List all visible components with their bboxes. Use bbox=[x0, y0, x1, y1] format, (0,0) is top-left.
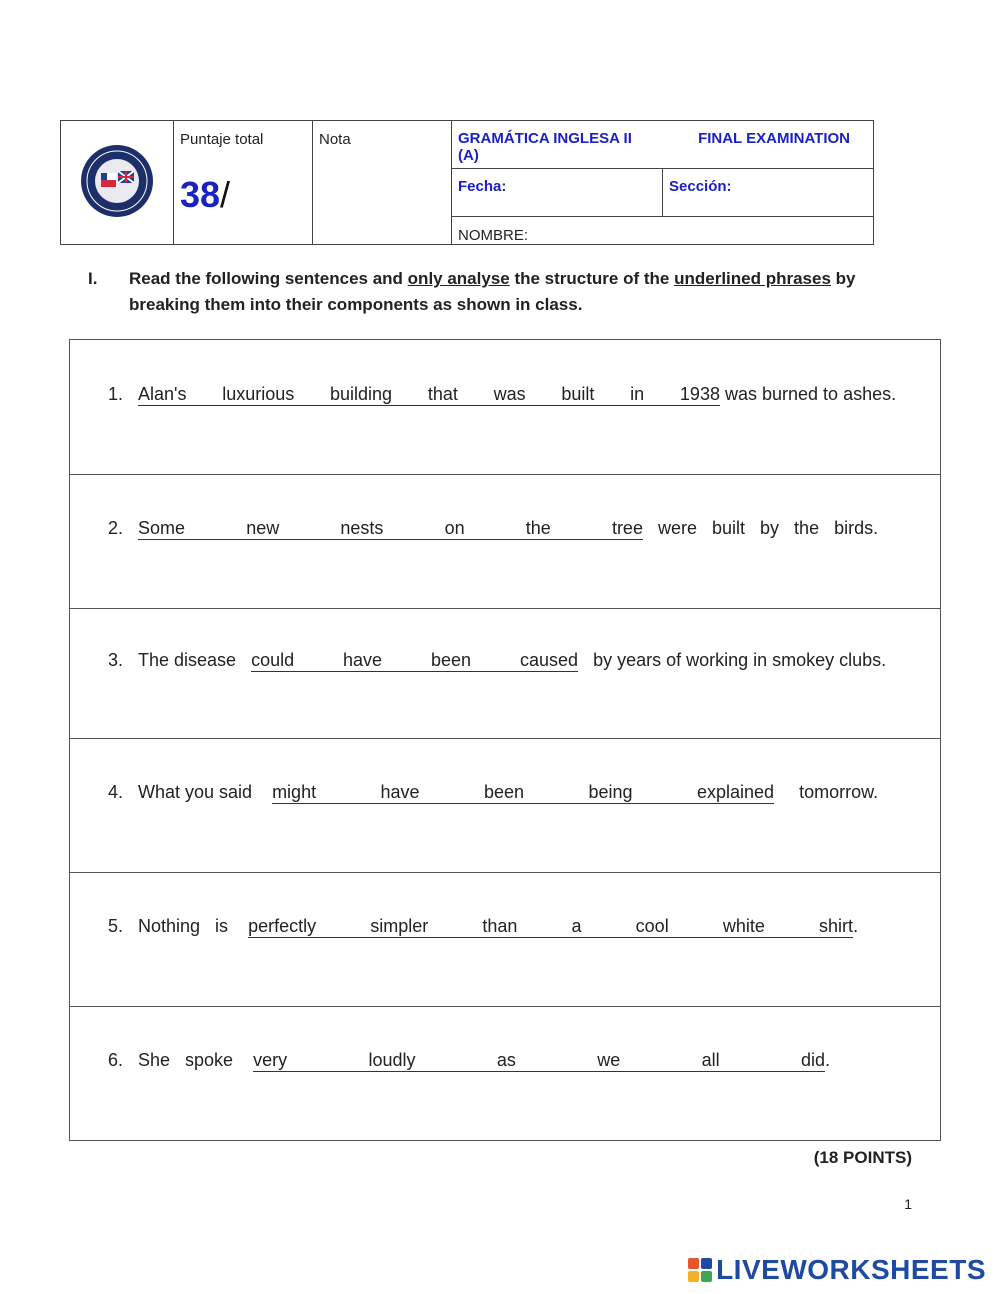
sentence-before: Nothing is bbox=[138, 916, 249, 936]
exam-header-table bbox=[60, 120, 874, 245]
underlined-word: caused bbox=[520, 650, 579, 670]
logo-square bbox=[688, 1258, 699, 1269]
school-logo-cell bbox=[61, 121, 174, 245]
underlined-word: luxurious bbox=[222, 384, 295, 404]
underlined-word: might bbox=[272, 782, 317, 802]
underlined-word: new bbox=[246, 518, 280, 538]
sentence-before: She spoke bbox=[138, 1050, 254, 1070]
underlined-word: loudly bbox=[368, 1050, 416, 1070]
sentence-row[interactable] bbox=[70, 872, 940, 1007]
exam-title-cell bbox=[452, 121, 874, 169]
underlined-word: as bbox=[496, 1050, 516, 1070]
liveworksheets-logo bbox=[688, 1254, 986, 1286]
sentence-number: 4. bbox=[108, 782, 124, 802]
instruction-text bbox=[129, 266, 908, 318]
underlined-phrase bbox=[138, 384, 720, 406]
sentence-line bbox=[108, 650, 900, 672]
underlined-phrase bbox=[248, 916, 853, 938]
underlined-phrase bbox=[251, 650, 578, 672]
instruction-part: the structure of the bbox=[509, 269, 675, 288]
underlined-word: in bbox=[630, 384, 645, 404]
liveworksheets-wordmark: LIVEWORKSHEETS bbox=[716, 1254, 986, 1285]
sentence-number: 1. bbox=[108, 384, 124, 404]
instruction-part: Read the following sentences and bbox=[129, 269, 408, 288]
seccion-label: Sección: bbox=[669, 178, 732, 195]
score-cell bbox=[174, 121, 313, 245]
underlined-word: Some bbox=[138, 518, 186, 538]
page-number: 1 bbox=[904, 1196, 912, 1212]
instruction-emphasis: only analyse bbox=[407, 269, 510, 288]
exam-title: FINAL EXAMINATION (A) bbox=[458, 130, 851, 164]
sentence-row[interactable] bbox=[70, 340, 940, 475]
underlined-word: cool bbox=[635, 916, 669, 936]
underlined-word: explained bbox=[696, 782, 775, 802]
sentence-row[interactable] bbox=[70, 1006, 940, 1140]
underlined-word: was bbox=[493, 384, 526, 404]
points-label: (18 POINTS) bbox=[813, 1148, 912, 1167]
sentence-before: What you said bbox=[138, 782, 273, 802]
underlined-word: Alan's bbox=[138, 384, 187, 404]
sentence-after: by years of working in smokey clubs. bbox=[578, 650, 887, 670]
sentences-box bbox=[69, 339, 941, 1141]
sentence-after: was burned to ashes. bbox=[720, 384, 897, 404]
sentence-after: tomorrow. bbox=[774, 782, 879, 802]
underlined-word: building bbox=[330, 384, 393, 404]
sentence-line bbox=[108, 782, 900, 804]
logo-square bbox=[701, 1258, 712, 1269]
underlined-word: been bbox=[431, 650, 472, 670]
underlined-word: being bbox=[588, 782, 633, 802]
nota-label: Nota bbox=[319, 131, 351, 148]
instruction-block bbox=[88, 266, 908, 318]
sentence-after: . bbox=[853, 916, 859, 936]
score-display bbox=[180, 174, 306, 216]
sentence-line bbox=[108, 1050, 900, 1072]
underlined-word: could bbox=[251, 650, 295, 670]
underlined-word: shirt bbox=[818, 916, 853, 936]
underlined-word: white bbox=[722, 916, 765, 936]
sentence-number: 6. bbox=[108, 1050, 124, 1070]
underlined-word: did bbox=[801, 1050, 826, 1070]
sentence-number: 3. bbox=[108, 650, 124, 670]
underlined-phrase bbox=[253, 1050, 825, 1072]
underlined-word: that bbox=[427, 384, 458, 404]
underlined-word: have bbox=[380, 782, 420, 802]
sentence-row[interactable] bbox=[70, 738, 940, 873]
underlined-word: nests bbox=[340, 518, 384, 538]
instruction-number: I. bbox=[88, 269, 98, 288]
underlined-word: perfectly bbox=[248, 916, 317, 936]
fecha-cell[interactable] bbox=[452, 169, 663, 217]
fecha-label: Fecha: bbox=[458, 178, 507, 195]
underlined-phrase bbox=[138, 518, 643, 540]
sentence-line bbox=[108, 916, 900, 938]
underlined-word: all bbox=[701, 1050, 720, 1070]
school-seal-icon bbox=[79, 143, 155, 219]
score-label: Puntaje total bbox=[180, 131, 264, 148]
sentence-number: 2. bbox=[108, 518, 124, 538]
nota-cell bbox=[313, 121, 452, 245]
underlined-word: the bbox=[525, 518, 551, 538]
underlined-word: than bbox=[482, 916, 518, 936]
liveworksheets-icon bbox=[688, 1258, 712, 1282]
underlined-word: been bbox=[484, 782, 525, 802]
score-slash: / bbox=[220, 174, 231, 215]
underlined-word: 1938 bbox=[679, 384, 720, 404]
instruction-part: by breaking them into their components as shown in class. bbox=[129, 269, 856, 314]
sentence-row[interactable] bbox=[70, 608, 940, 739]
logo-square bbox=[701, 1271, 712, 1282]
sentence-before: The disease bbox=[138, 650, 252, 670]
nombre-cell[interactable] bbox=[452, 217, 874, 245]
underlined-word: tree bbox=[611, 518, 643, 538]
underlined-phrase bbox=[272, 782, 774, 804]
seccion-cell[interactable] bbox=[663, 169, 874, 217]
underlined-word: we bbox=[597, 1050, 621, 1070]
sentence-number: 5. bbox=[108, 916, 124, 936]
nombre-label: NOMBRE: bbox=[458, 227, 529, 244]
underlined-word: have bbox=[343, 650, 383, 670]
logo-square bbox=[688, 1271, 699, 1282]
underlined-word: a bbox=[571, 916, 582, 936]
underlined-word: on bbox=[444, 518, 465, 538]
underlined-word: simpler bbox=[370, 916, 429, 936]
course-title: GRAMÁTICA INGLESA II bbox=[458, 130, 632, 147]
score-value: 38 bbox=[180, 174, 221, 215]
underlined-word: built bbox=[561, 384, 595, 404]
sentence-after: were built by the birds. bbox=[643, 518, 879, 538]
underlined-word: very bbox=[253, 1050, 288, 1070]
sentence-after: . bbox=[825, 1050, 831, 1070]
sentence-row[interactable] bbox=[70, 474, 940, 609]
instruction-emphasis: underlined phrases bbox=[674, 269, 831, 288]
sentence-line bbox=[108, 384, 900, 406]
sentence-line bbox=[108, 518, 900, 540]
